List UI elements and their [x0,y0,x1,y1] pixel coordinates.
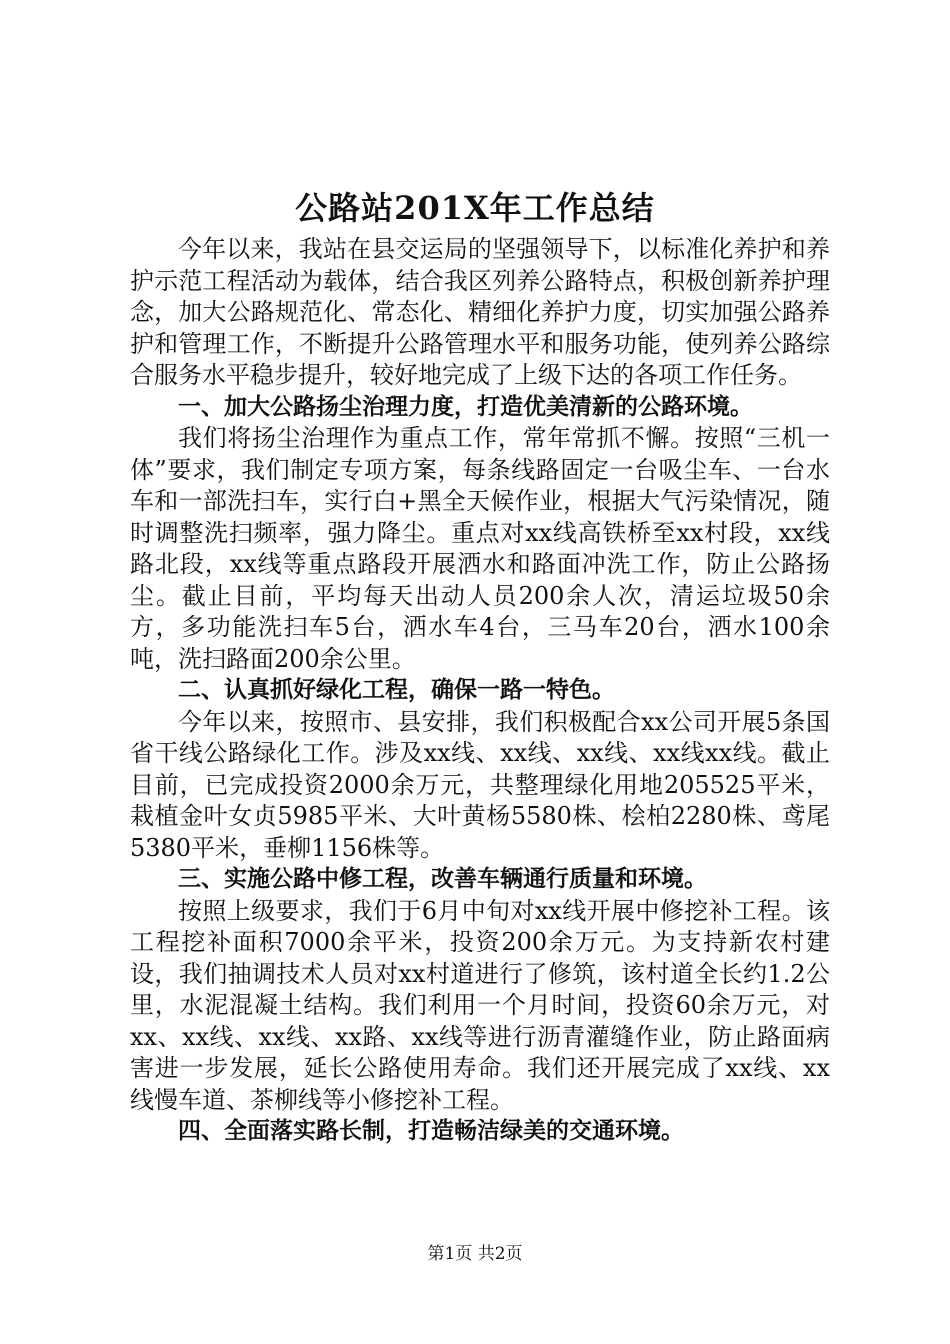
section-3-paragraph: 按照上级要求，我们于6月中旬对xx线开展中修挖补工程。该工程挖补面积7000余平米，投资200余万元。为支持新农村建设，我们抽调技术人员对xx村道进行了修筑，该村道全长约1.2公里，水泥混凝土结构。我们利用一个月时间，投资60余万元，对xx、xx线、xx线、xx路、xx线等进行沥青灌缝作业，防止路面病害进一步发展，延长公路使用寿命。我们还开展完成了xx线、xx线慢车道、茶柳线等小修挖补工程。 [130,896,830,1114]
page-number-footer: 第1页 共2页 [427,1244,523,1264]
intro-paragraph: 今年以来，我站在县交运局的坚强领导下，以标准化养护和养护示范工程活动为载体，结合我区列养公路特点，积极创新养护理念，加大公路规范化、常态化、精细化养护力度，切实加强公路养护和管理工作，不断提升公路管理水平和服务功能，使列养公路综合服务水平稳步提升，较好地完成了上级下达的各项工作任务。 [130,235,830,389]
document-title: 公路站201X年工作总结 [295,189,655,227]
document-body [130,234,830,1148]
section-heading-1: 一、加大公路扬尘治理力度，打造优美清新的公路环境。 [178,393,753,420]
section-heading-2: 二、认真抓好绿化工程，确保一路一特色。 [178,677,615,703]
section-heading-3: 三、实施公路中修工程，改善车辆通行质量和环境。 [178,866,707,892]
section-heading-4: 四、全面落实路长制，打造畅洁绿美的交通环境。 [178,1118,684,1144]
section-2-paragraph: 今年以来，按照市、县安排，我们积极配合xx公司开展5条国省干线公路绿化工作。涉及xx线、xx线、xx线、xx线xx线。截止目前，已完成投资2000余万元，共整理绿化用地205525平米，栽植金叶女贞5985平米、大叶黄杨5580株、桧柏2280株、鸢尾5380平米，垂柳1156株等。 [130,707,830,862]
section-1-paragraph: 我们将扬尘治理作为重点工作，常年常抓不懈。按照“三机一体”要求，我们制定专项方案，每条线路固定一台吸尘车、一台水车和一部洗扫车，实行白+黑全天候作业，根据大气污染情况，随时调整洗扫频率，强力降尘。重点对xx线高铁桥至xx村段，xx线路北段，xx线等重点路段开展洒水和路面冲洗工作，防止公路扬尘。截止目前，平均每天出动人员200余人次，清运垃圾50余方，多功能洗扫车5台，洒水车4台，三马车20台，洒水100余吨，洗扫路面200余公里。 [130,424,830,673]
